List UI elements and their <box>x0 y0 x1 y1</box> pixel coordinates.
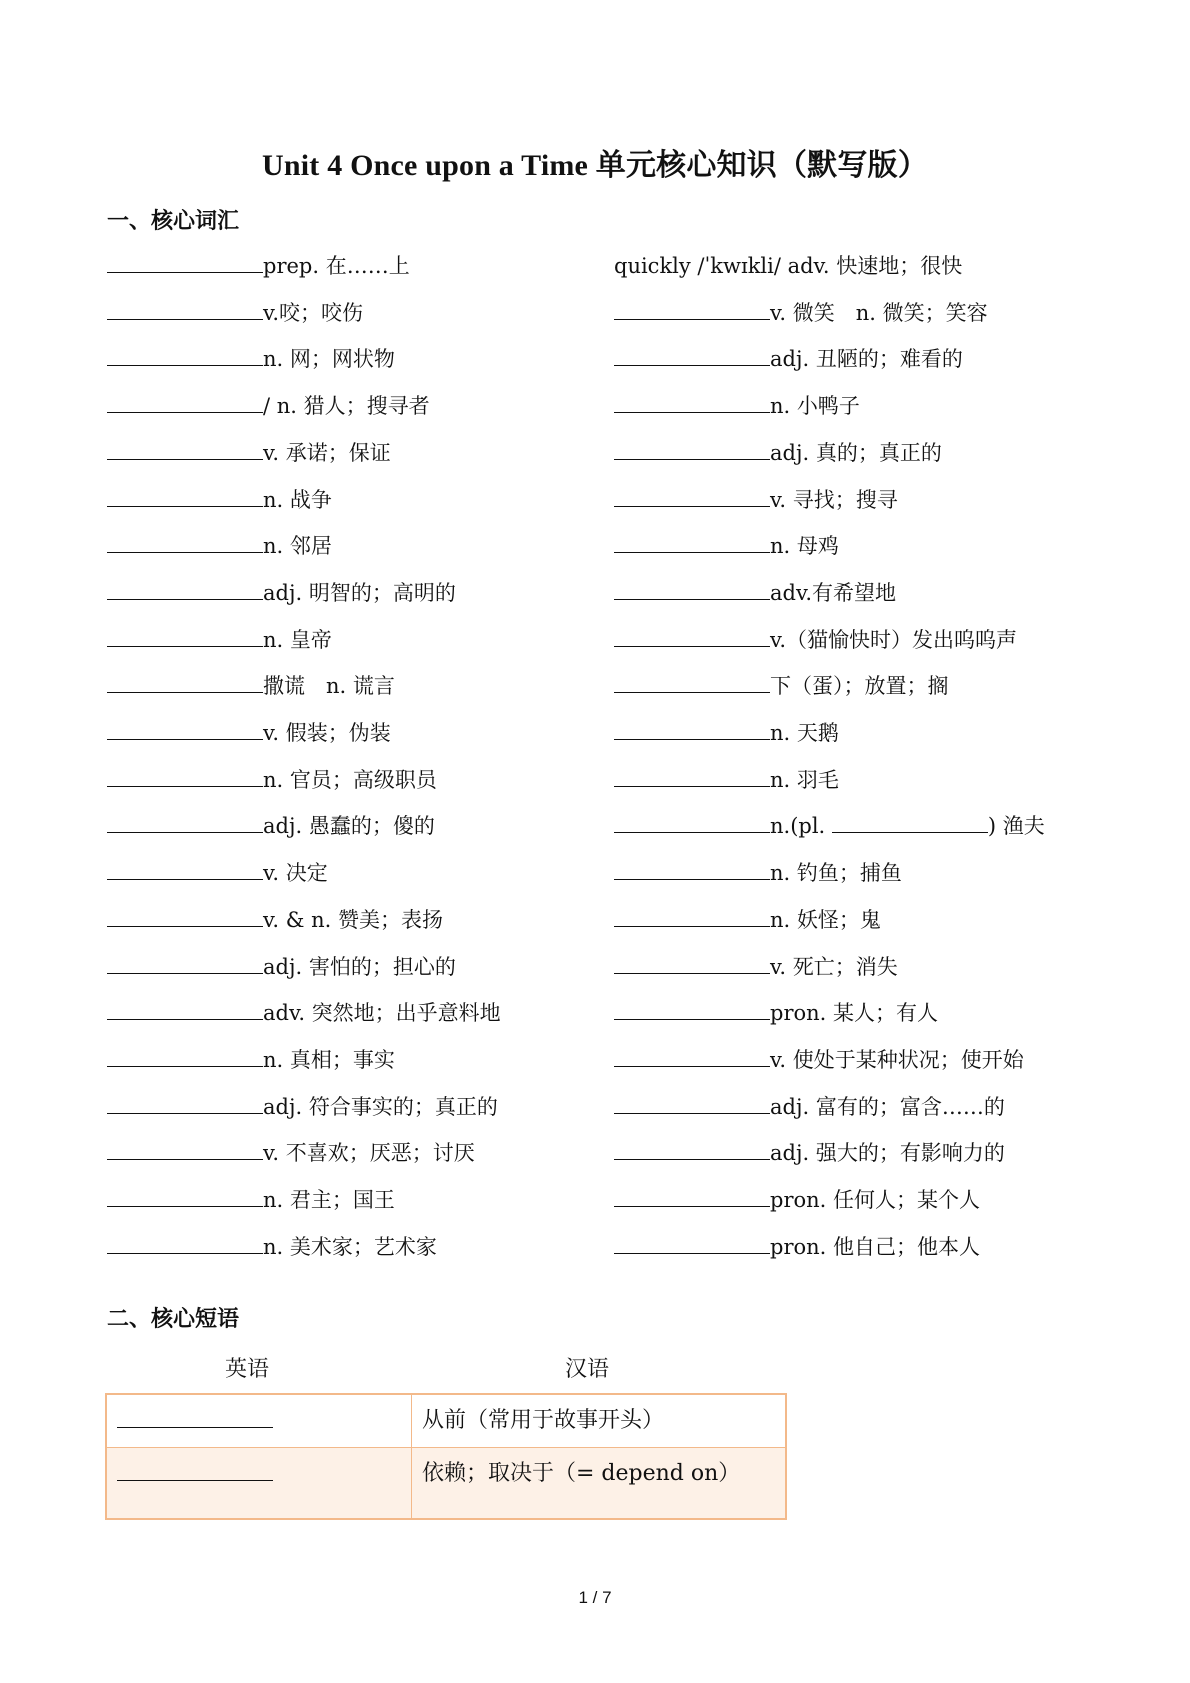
fill-blank[interactable] <box>107 297 263 320</box>
vocab-definition: v.（猫愉快时）发出呜呜声 <box>770 628 1018 652</box>
phrase-meaning: 依赖；取决于（= depend on） <box>412 1448 787 1520</box>
vocab-item-left <box>107 530 332 560</box>
vocab-item-left <box>107 997 501 1027</box>
fill-blank[interactable] <box>614 1137 770 1160</box>
fill-blank[interactable] <box>107 390 263 413</box>
fill-blank[interactable] <box>107 343 263 366</box>
vocab-item-right <box>614 437 942 467</box>
fill-blank[interactable] <box>614 530 770 553</box>
vocab-definition: n. 妖怪；鬼 <box>770 908 881 932</box>
fill-blank[interactable] <box>107 997 263 1020</box>
vocab-definition: quickly /ˈkwɪkli/ adv. 快速地；很快 <box>614 254 963 278</box>
vocab-item-left <box>107 297 363 327</box>
vocab-definition: n. 战争 <box>263 488 332 512</box>
vocab-item-right <box>614 1137 1005 1167</box>
fill-blank[interactable] <box>614 951 770 974</box>
fill-blank[interactable] <box>614 810 770 833</box>
fill-blank[interactable] <box>107 577 263 600</box>
vocab-definition: prep. 在……上 <box>263 254 410 278</box>
vocab-item-left <box>107 484 332 514</box>
phrase-blank-cell[interactable] <box>106 1448 412 1520</box>
vocab-definition: 撒谎 n. 谎言 <box>263 674 395 698</box>
vocab-definition: n. 邻居 <box>263 534 332 558</box>
vocab-item-right <box>614 857 902 887</box>
vocab-definition: adj. 真的；真正的 <box>770 441 942 465</box>
fill-blank[interactable] <box>107 951 263 974</box>
fill-blank[interactable] <box>614 484 770 507</box>
vocab-item-left <box>107 951 456 981</box>
vocab-definition: v. & n. 赞美；表扬 <box>263 908 443 932</box>
fill-blank[interactable] <box>107 810 263 833</box>
vocab-item-right <box>614 951 898 981</box>
vocab-item-left <box>107 764 437 794</box>
vocab-definition: n. 天鹅 <box>770 721 839 745</box>
vocab-definition: v. 死亡；消失 <box>770 955 898 979</box>
vocab-definition: n. 君主；国王 <box>263 1188 395 1212</box>
fill-blank[interactable] <box>614 577 770 600</box>
fill-blank[interactable] <box>107 1184 263 1207</box>
vocab-item-left <box>107 343 395 373</box>
vocab-definition: pron. 某人；有人 <box>770 1001 938 1025</box>
fill-blank[interactable] <box>614 1231 770 1254</box>
vocab-item-right <box>614 530 839 560</box>
vocab-item-right <box>614 250 962 280</box>
vocab-item-right <box>614 997 938 1027</box>
fill-blank[interactable] <box>107 250 263 273</box>
vocab-item-right <box>614 577 896 607</box>
vocab-item-right <box>614 810 1045 840</box>
fill-blank[interactable] <box>614 904 770 927</box>
vocab-item-left <box>107 1184 395 1214</box>
vocab-definition: v. 寻找；搜寻 <box>770 488 898 512</box>
fill-blank[interactable] <box>614 437 770 460</box>
fill-blank[interactable] <box>107 1091 263 1114</box>
vocab-definition: v. 使处于某种状况；使开始 <box>770 1048 1024 1072</box>
vocab-item-left <box>107 1091 498 1121</box>
vocab-definition: adj. 害怕的；担心的 <box>263 955 456 979</box>
vocab-item-left <box>107 390 430 420</box>
vocab-definition: adj. 丑陋的；难看的 <box>770 347 963 371</box>
vocab-definition: / n. 猎人；搜寻者 <box>263 394 430 418</box>
fill-blank[interactable] <box>107 1137 263 1160</box>
vocab-item-right <box>614 904 881 934</box>
vocab-definition: v.咬；咬伤 <box>263 301 364 325</box>
vocab-item-left <box>107 857 328 887</box>
vocab-definition: adj. 符合事实的；真正的 <box>263 1095 498 1119</box>
vocab-item-left <box>107 577 456 607</box>
fill-blank[interactable] <box>107 764 263 787</box>
fill-blank[interactable] <box>614 343 770 366</box>
vocab-item-right <box>614 390 860 420</box>
vocab-definition: pron. 他自己；他本人 <box>770 1235 980 1259</box>
fill-blank[interactable] <box>614 717 770 740</box>
fill-blank[interactable] <box>107 530 263 553</box>
vocab-item-left <box>107 250 410 280</box>
fill-blank[interactable] <box>107 437 263 460</box>
fill-blank[interactable] <box>614 390 770 413</box>
fill-blank[interactable] <box>614 297 770 320</box>
section-heading-vocabulary: 一、核心词汇 <box>107 209 240 234</box>
vocab-definition: pron. 任何人；某个人 <box>770 1188 980 1212</box>
vocab-item-left <box>107 1231 437 1261</box>
vocab-item-left <box>107 904 443 934</box>
vocab-item-right <box>614 1091 1005 1121</box>
phrases-table <box>105 1393 787 1520</box>
vocab-item-left <box>107 1137 475 1167</box>
phrase-blank-cell[interactable] <box>106 1394 412 1448</box>
vocab-definition: v. 承诺；保证 <box>263 441 391 465</box>
vocab-definition: ) 渔夫 <box>987 814 1045 838</box>
table-row <box>106 1394 786 1448</box>
fill-blank[interactable] <box>107 717 263 740</box>
vocab-item-right <box>614 670 949 700</box>
page-title: Unit 4 Once upon a Time 单元核心知识（默写版） <box>262 149 928 182</box>
vocab-definition: n. 皇帝 <box>263 628 332 652</box>
vocab-item-right <box>614 484 898 514</box>
section-heading-phrases: 二、核心短语 <box>107 1307 240 1332</box>
phrase-meaning: 从前（常用于故事开头） <box>412 1394 787 1448</box>
vocab-definition: adv. 突然地；出乎意料地 <box>263 1001 501 1025</box>
vocab-definition: adj. 愚蠢的；傻的 <box>263 814 435 838</box>
vocab-item-right <box>614 764 839 794</box>
fill-blank[interactable] <box>614 997 770 1020</box>
vocab-item-right <box>614 1044 1024 1074</box>
vocab-item-right <box>614 1184 980 1214</box>
page-number: 1 / 7 <box>578 1588 612 1607</box>
vocab-definition: n. 真相；事实 <box>263 1048 395 1072</box>
vocab-definition: 下（蛋）；放置；搁 <box>770 674 949 698</box>
vocab-item-left <box>107 810 435 840</box>
vocab-item-right <box>614 297 988 327</box>
fill-blank[interactable] <box>117 1464 273 1481</box>
vocab-definition: n. 小鸭子 <box>770 394 860 418</box>
fill-blank[interactable] <box>107 670 263 693</box>
fill-blank[interactable] <box>614 857 770 880</box>
fill-blank[interactable] <box>117 1411 273 1428</box>
fill-blank[interactable] <box>107 484 263 507</box>
fill-blank[interactable] <box>107 904 263 927</box>
vocab-item-left <box>107 717 391 747</box>
vocab-item-right <box>614 1231 980 1261</box>
vocab-definition: n. 钓鱼；捕鱼 <box>770 861 902 885</box>
vocab-definition: v. 假装；伪装 <box>263 721 391 745</box>
fill-blank[interactable] <box>614 764 770 787</box>
fill-blank[interactable] <box>107 1044 263 1067</box>
fill-blank[interactable] <box>107 857 263 880</box>
vocab-item-left <box>107 1044 395 1074</box>
vocab-definition: v. 不喜欢；厌恶；讨厌 <box>263 1141 475 1165</box>
column-label-english: 英语 <box>225 1357 270 1382</box>
table-row <box>106 1448 786 1520</box>
fill-blank[interactable] <box>614 1184 770 1207</box>
fill-blank-plural[interactable] <box>832 810 988 833</box>
vocab-definition: n. 网；网状物 <box>263 347 395 371</box>
fill-blank[interactable] <box>107 624 263 647</box>
fill-blank[interactable] <box>614 624 770 647</box>
vocab-definition: adj. 强大的；有影响力的 <box>770 1141 1005 1165</box>
vocab-item-right <box>614 624 1017 654</box>
vocab-definition: n. 母鸡 <box>770 534 839 558</box>
vocab-definition: adj. 明智的；高明的 <box>263 581 456 605</box>
vocab-definition: n. 官员；高级职员 <box>263 768 437 792</box>
fill-blank[interactable] <box>614 1091 770 1114</box>
vocab-definition: n.(pl. <box>770 814 832 838</box>
vocab-definition: n. 美术家；艺术家 <box>263 1235 437 1259</box>
vocab-definition: n. 羽毛 <box>770 768 839 792</box>
column-label-chinese: 汉语 <box>565 1357 610 1382</box>
fill-blank[interactable] <box>614 670 770 693</box>
fill-blank[interactable] <box>614 1044 770 1067</box>
vocab-definition: v. 决定 <box>263 861 328 885</box>
vocab-definition: v. 微笑 n. 微笑；笑容 <box>770 301 988 325</box>
vocab-item-left <box>107 624 332 654</box>
fill-blank[interactable] <box>107 1231 263 1254</box>
vocab-definition: adj. 富有的；富含……的 <box>770 1095 1005 1119</box>
vocab-item-left <box>107 437 391 467</box>
vocab-item-right <box>614 343 963 373</box>
vocab-definition: adv.有希望地 <box>770 581 897 605</box>
vocab-item-left <box>107 670 395 700</box>
vocab-item-right <box>614 717 839 747</box>
